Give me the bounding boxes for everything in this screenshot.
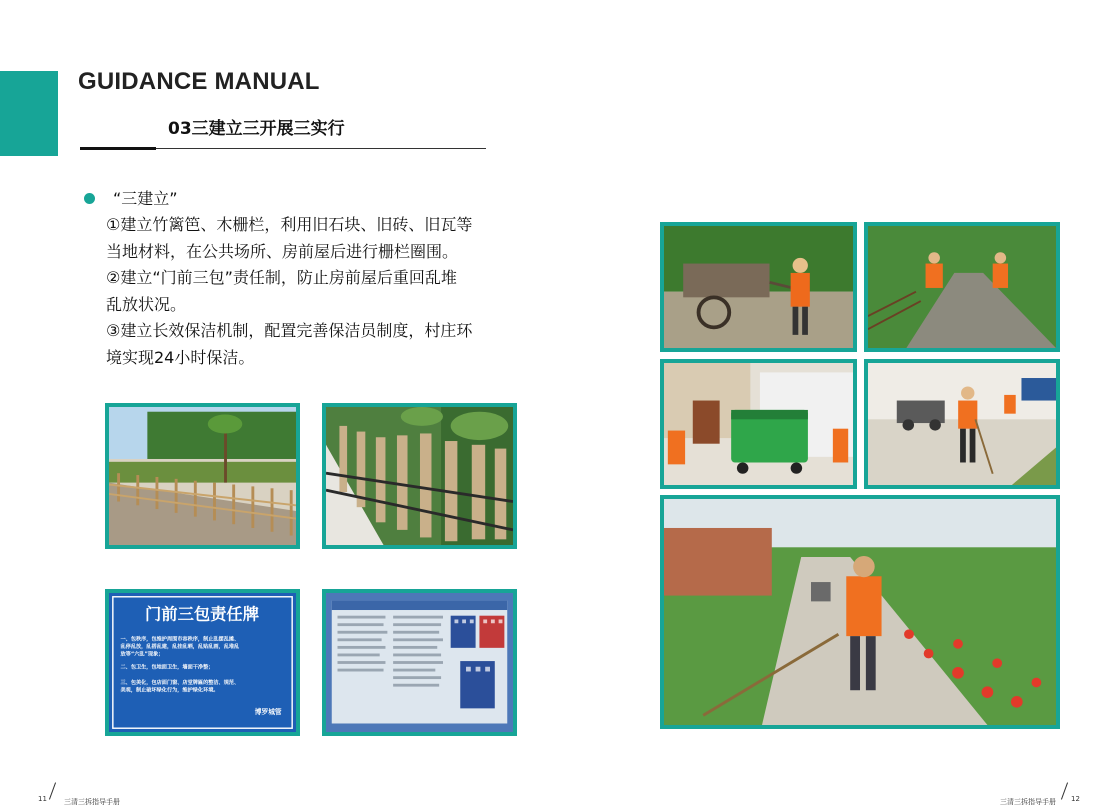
left-page-number: 11 — [38, 795, 47, 803]
body-text — [106, 212, 546, 371]
heading-rule-thick — [80, 147, 156, 150]
signboard-issuer: 博罗城管 — [254, 708, 282, 717]
right-footer-caption: 三清三拆指导手册 — [1000, 798, 1056, 806]
section-heading: 03三建立三开展三实行 — [168, 119, 345, 139]
photo-green-trash-cart — [660, 359, 857, 489]
right-footer-slash — [1061, 782, 1068, 799]
photo-bamboo-fence-park — [105, 403, 300, 549]
signboard-line: 一、包秩序，包维护周围市容秩序，制止乱摆乱摊、 — [120, 636, 240, 643]
body-line: 当地材料，在公共场所、房前屋后进行栅栏圈围。 — [106, 241, 459, 261]
photo-bamboo-fence-closeup — [322, 403, 517, 549]
signboard-line: 二、包卫生，包地面卫生，墙面干净整； — [120, 664, 214, 671]
photo-worker-sweeping-street — [864, 359, 1060, 489]
photo-notice-board — [322, 589, 517, 736]
left-footer-slash — [49, 782, 56, 799]
signboard-title: 门前三包责任牌 — [145, 604, 260, 624]
left-footer-caption: 三清三拆指导手册 — [64, 798, 120, 806]
right-page-number: 12 — [1071, 795, 1080, 803]
bullet-dot — [84, 193, 95, 204]
bullet-title: “三建立” — [113, 189, 178, 208]
body-line: 乱放状况。 — [106, 294, 187, 314]
manual-title: GUIDANCE MANUAL — [78, 68, 320, 95]
photo-workers-sweeping-path — [864, 222, 1060, 352]
signboard-line: 三、包美化，包店面门窗、店堂牌匾的整洁、规范、 — [120, 679, 240, 686]
body-line: ③建立长效保洁机制，配置完善保洁员制度，村庄环 — [106, 321, 473, 340]
body-line: ①建立竹篱笆、木栅栏，利用旧石块、旧砖、旧瓦等 — [106, 215, 473, 234]
photo-responsibility-signboard — [105, 589, 300, 736]
body-line: ②建立“门前三包”责任制，防止房前屋后重回乱堆 — [106, 268, 457, 287]
signboard-line: 放等“六乱”现象； — [120, 651, 164, 658]
teal-page-tab — [0, 71, 58, 156]
signboard-line: 乱停乱放，乱搭乱建，乱挂乱晒，乱贴乱画，乱堆乱 — [120, 643, 240, 650]
signboard-line: 美观，制止破坏绿化行为，维护绿化环境。 — [120, 687, 219, 694]
heading-rule-thin — [156, 148, 486, 149]
body-line: 境实现24小时保洁。 — [106, 347, 255, 367]
photo-worker-sweeping-village-road — [660, 495, 1060, 729]
photo-worker-with-cart — [660, 222, 857, 352]
